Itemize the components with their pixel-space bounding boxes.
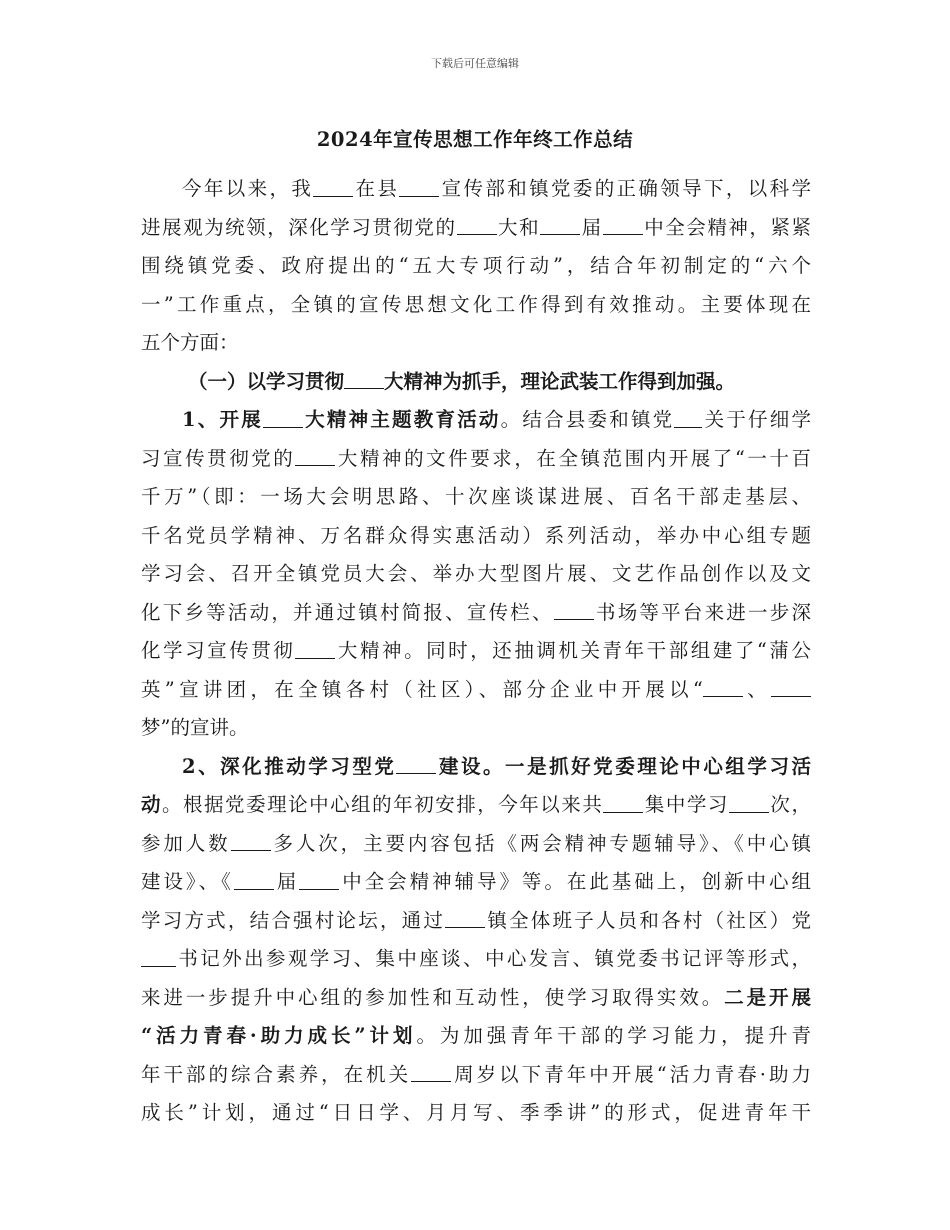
document-body bbox=[141, 170, 811, 1133]
p1-line-2: 习宣传贯彻党的 大精神的文件要求，在全镇范围内开展了“一十百 bbox=[141, 446, 811, 470]
p2-line-10: 成长”计划，通过“日日学、月月写、季季讲”的形式，促进青年干 bbox=[141, 1101, 811, 1124]
p1-line-1: 1、开展 大精神主题教育活动。结合县委和镇党 关于仔细学 bbox=[182, 408, 811, 431]
intro-line-4: 一”工作重点，全镇的宣传思想文化工作得到有效推动。主要体现在 bbox=[141, 292, 811, 316]
p1-line-8: 英”宣讲团，在全镇各村（社区）、部分企业中开展以“ 、 bbox=[141, 671, 811, 710]
p2-line-7: 来进一步提升中心组的参加性和互动性，使学习取得实效。二是开展 bbox=[141, 985, 811, 1009]
p2-line-6: 书记外出参观学习、集中座谈、中心发言、镇党委书记评等形式， bbox=[141, 940, 811, 979]
p1-line-5: 学习会、召开全镇党员大会、举办大型图片展、文艺作品创作以及文 bbox=[141, 562, 811, 585]
download-note: 下载后可任意编辑 bbox=[431, 57, 519, 70]
intro-line-1: 今年以来，我 在县 宣传部和镇党委的正确领导下，以科学 bbox=[182, 177, 811, 200]
p2-line-1: 2、深化推动学习型党 建设。一是抓好党委理论中心组学习活 bbox=[182, 754, 811, 778]
p1-line-6: 化下乡等活动，并通过镇村简报、宣传栏、 书场等平台来进一步深 bbox=[141, 600, 811, 624]
section-heading-1: （一）以学习贯彻 大精神为抓手，理论武装工作得到加强。 bbox=[188, 369, 736, 393]
p1-line-4: 千名党员学精神、万名群众得实惠活动）系列活动，举办中心组专题 bbox=[141, 523, 811, 547]
p2-line-4: 建设》、《 届 中全会精神辅导》等。在此基础上，创新中心组 bbox=[141, 870, 811, 893]
p1-line-9: 梦”的宣讲。 bbox=[141, 716, 249, 739]
p2-line-8: “活力青春·助力成长”计划。为加强青年干部的学习能力，提升青 bbox=[141, 1024, 811, 1047]
intro-line-3: 围绕镇党委、政府提出的“五大专项行动”，结合年初制定的“六个 bbox=[141, 254, 811, 277]
p2-line-5: 学习方式，结合强村论坛，通过 镇全体班子人员和各村（社区）党 bbox=[141, 908, 811, 932]
intro-line-2: 进展观为统领，深化学习贯彻党的 大和 届 中全会精神，紧紧 bbox=[141, 215, 811, 239]
document-title: 2024年宣传思想工作年终工作总结 bbox=[316, 128, 634, 151]
intro-line-5: 五个方面： bbox=[141, 331, 239, 354]
p2-line-3: 参加人数 多人次，主要内容包括《两会精神专题辅导》、《中心镇 bbox=[141, 831, 811, 855]
p2-line-2: 动。根据党委理论中心组的年初安排，今年以来共 集中学习 次， bbox=[141, 793, 811, 816]
p2-line-9: 年干部的综合素养，在机关 周岁以下青年中开展“活力青春·助力 bbox=[141, 1062, 811, 1086]
p1-line-3: 千万”（即：一场大会明思路、十次座谈谋进展、百名干部走基层、 bbox=[141, 485, 811, 508]
p1-line-7: 化学习宣传贯彻 大精神。同时，还抽调机关青年干部组建了“蒲公 bbox=[141, 639, 811, 662]
